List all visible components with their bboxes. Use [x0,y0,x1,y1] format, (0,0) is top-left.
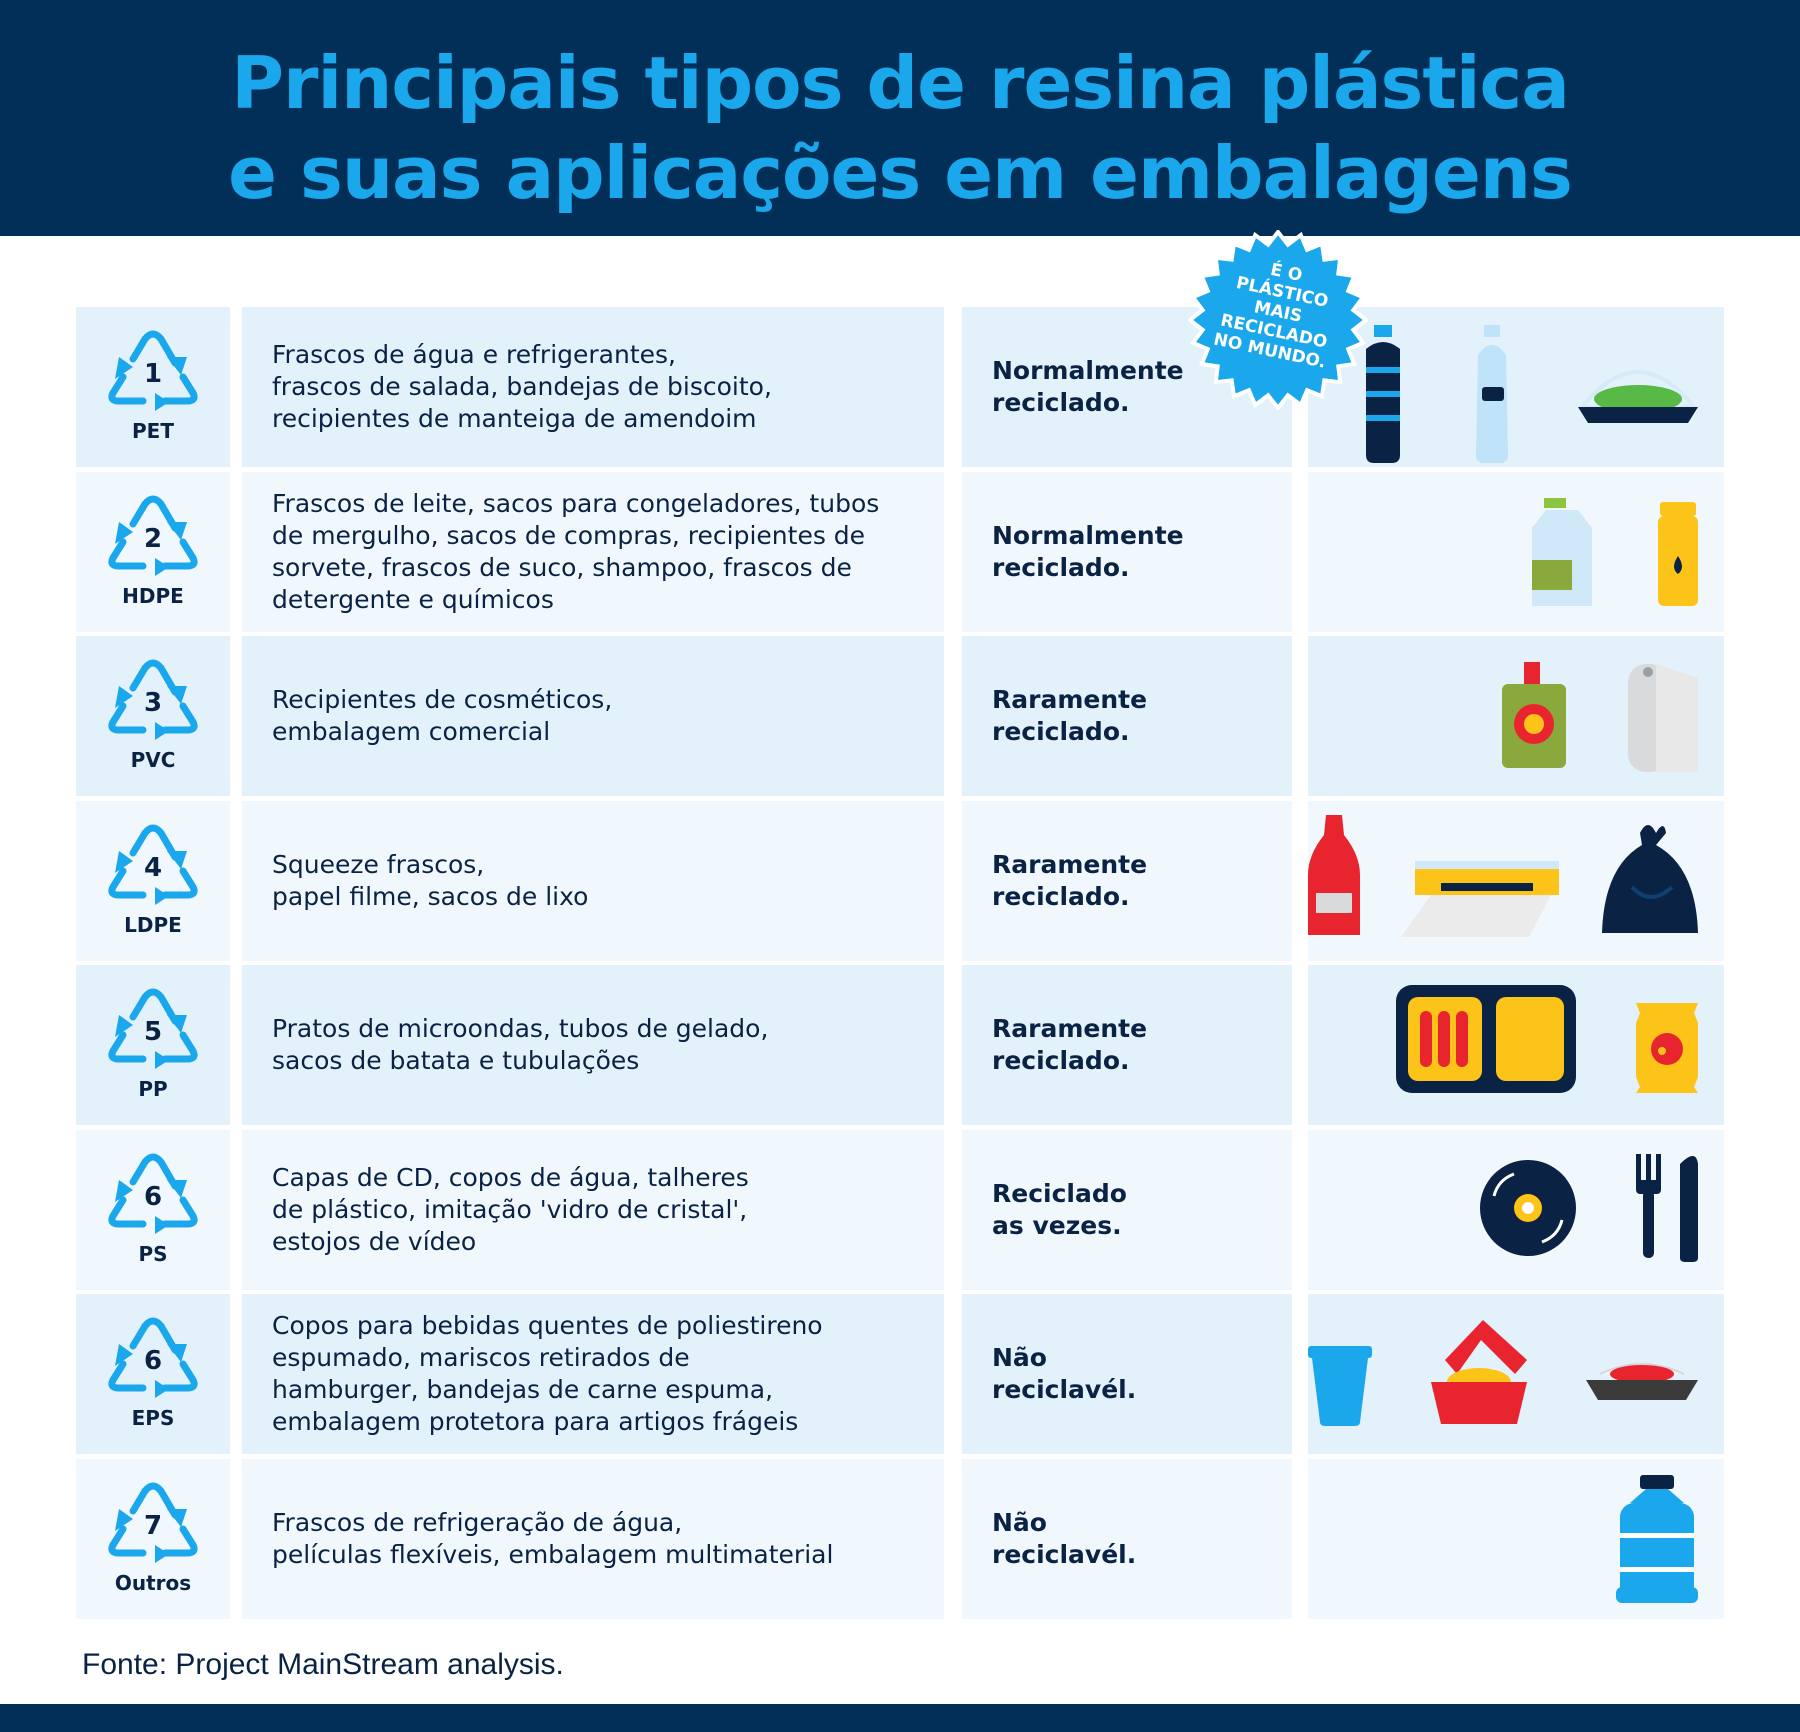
recycle-symbol-icon [103,1314,203,1404]
description-cell [242,1130,944,1290]
recycling-status: Não reciclavél. [992,1507,1137,1569]
table-row [76,801,1724,961]
status-cell [962,636,1292,796]
recycling-status: Raramente reciclado. [992,685,1148,746]
resin-code-cell [76,965,230,1125]
recycle-symbol-icon [103,1479,203,1569]
example-icons [1308,636,1724,796]
recycle-symbol-icon [103,985,203,1075]
resin-code: PP [138,1077,168,1101]
resin-number: 1 [143,359,163,389]
recycle-symbol-icon [103,492,203,582]
table-row [76,636,1724,796]
recycling-status: Raramente reciclado. [992,1014,1148,1075]
status-cell [962,1130,1292,1290]
examples-cell [1308,307,1724,467]
resin-number: 6 [143,1181,163,1212]
resin-code: Outros [114,1570,192,1595]
example-icons [1308,1294,1724,1454]
resin-code: HDPE [122,583,184,608]
description-cell [242,801,944,961]
microwave-tray-icon [1396,985,1576,1093]
example-icons [1308,1459,1724,1619]
foam-cup-icon [1308,1346,1372,1426]
milk-jug-icon [1532,498,1592,606]
recycle-symbol-icon [103,821,203,911]
status-cell [962,801,1292,961]
table-row [76,1130,1724,1290]
title-line-1: Principais tipos de resina plástica [231,41,1569,125]
trash-bag-icon [1602,825,1698,933]
resin-code: PS [138,1241,168,1266]
status-cell [962,472,1292,632]
example-icons [1308,472,1724,632]
table-row [76,1459,1724,1619]
resin-number: 3 [143,688,163,718]
resin-number: 7 [143,1510,163,1541]
examples-cell [1308,1459,1724,1619]
resin-code: PVC [130,748,176,772]
resin-description: Capas de CD, copos de água, talheres de plástico, imitação 'vidro de cristal', estojos de vídeo [272,1162,749,1256]
table-row [76,472,1724,632]
examples-cell [1308,472,1724,632]
resin-code: PET [132,419,174,443]
description-cell [242,307,944,467]
examples-cell [1308,965,1724,1125]
recycling-status: Normalmente reciclado. [992,520,1184,582]
resin-code-cell [76,1294,230,1454]
resin-code-cell [76,472,230,632]
resin-number: 5 [143,1017,163,1047]
title-line-2: e suas aplicações em embalagens [228,131,1572,215]
source-note: Fonte: Project MainStream analysis. [82,1648,564,1681]
resin-number: 2 [143,523,163,554]
water-bottle-light-icon [1476,325,1508,463]
resin-number: 6 [143,1346,163,1376]
examples-cell [1308,1130,1724,1290]
water-cooler-bottle-icon [1616,1475,1698,1603]
examples-cell [1308,1294,1724,1454]
recycling-status: Não reciclavél. [992,1343,1137,1404]
resin-description: Frascos de água e refrigerantes, frascos de salada, bandejas de biscoito, recipientes de manteiga de amendoim [272,340,772,433]
example-icons [1308,307,1724,467]
meat-tray-icon [1586,1364,1698,1400]
resin-description: Recipientes de cosméticos, embalagem comercial [272,685,613,746]
description-cell [242,636,944,796]
examples-cell [1308,636,1724,796]
clamshell-box-icon [1431,1320,1527,1424]
cosmetic-bottle-icon [1502,662,1566,768]
water-bottle-dark-icon [1366,325,1400,463]
squeeze-bottle-icon [1308,815,1360,935]
resin-code: LDPE [124,912,182,937]
resin-description: Squeeze frascos, papel filme, sacos de lixo [272,849,589,911]
cd-disc-icon [1480,1160,1576,1256]
table-row [76,1294,1724,1454]
recycling-status: Reciclado as vezes. [992,1178,1127,1240]
resin-code: EPS [131,1406,175,1430]
resin-code-cell [76,307,230,467]
status-cell [962,1459,1292,1619]
resin-description: Frascos de refrigeração de água, películas flexíveis, embalagem multimaterial [272,1507,834,1569]
resin-code-cell [76,801,230,961]
description-cell [242,1459,944,1619]
description-cell [242,965,944,1125]
page-title [0,38,1800,218]
recycle-symbol-icon [103,656,203,746]
example-icons [1308,1130,1724,1290]
table-row [76,307,1724,467]
status-cell [962,965,1292,1125]
example-icons [1308,801,1724,961]
shampoo-bottle-icon [1658,502,1698,606]
resin-description: Copos para bebidas quentes de poliestireno espumado, mariscos retirados de hamburger, bandejas de carne espuma, embalagem protetora para artigos frágeis [272,1311,823,1436]
table-row [76,965,1724,1125]
description-cell [242,472,944,632]
plastic-wrap-roll-icon [1628,664,1698,772]
resin-code-cell [76,636,230,796]
recycle-symbol-icon [103,1150,203,1240]
footer-bar [0,1704,1800,1732]
resin-description: Pratos de microondas, tubos de gelado, sacos de batata e tubulações [272,1014,769,1075]
chips-bag-icon [1636,1003,1698,1093]
description-cell [242,1294,944,1454]
badge-text: É O PLÁSTICO MAIS RECICLADO NO MUNDO. [1211,259,1330,373]
example-icons [1308,965,1724,1125]
status-cell [962,1294,1292,1454]
recycling-status: Normalmente reciclado. [992,356,1184,417]
cutlery-icon [1636,1154,1698,1262]
resin-number: 4 [143,852,163,883]
resin-code-cell [76,1130,230,1290]
resin-code-cell [76,1459,230,1619]
recycling-status: Raramente reciclado. [992,849,1148,911]
examples-cell [1308,801,1724,961]
cling-film-box-icon [1401,861,1559,937]
resin-description: Frascos de leite, sacos para congeladores, tubos de mergulho, sacos de compras, recipientes de sorvete, frascos de suco, shampoo, frascos de detergente e químicos [272,488,880,614]
recycle-symbol-icon [103,327,203,417]
salad-container-icon [1578,372,1698,423]
